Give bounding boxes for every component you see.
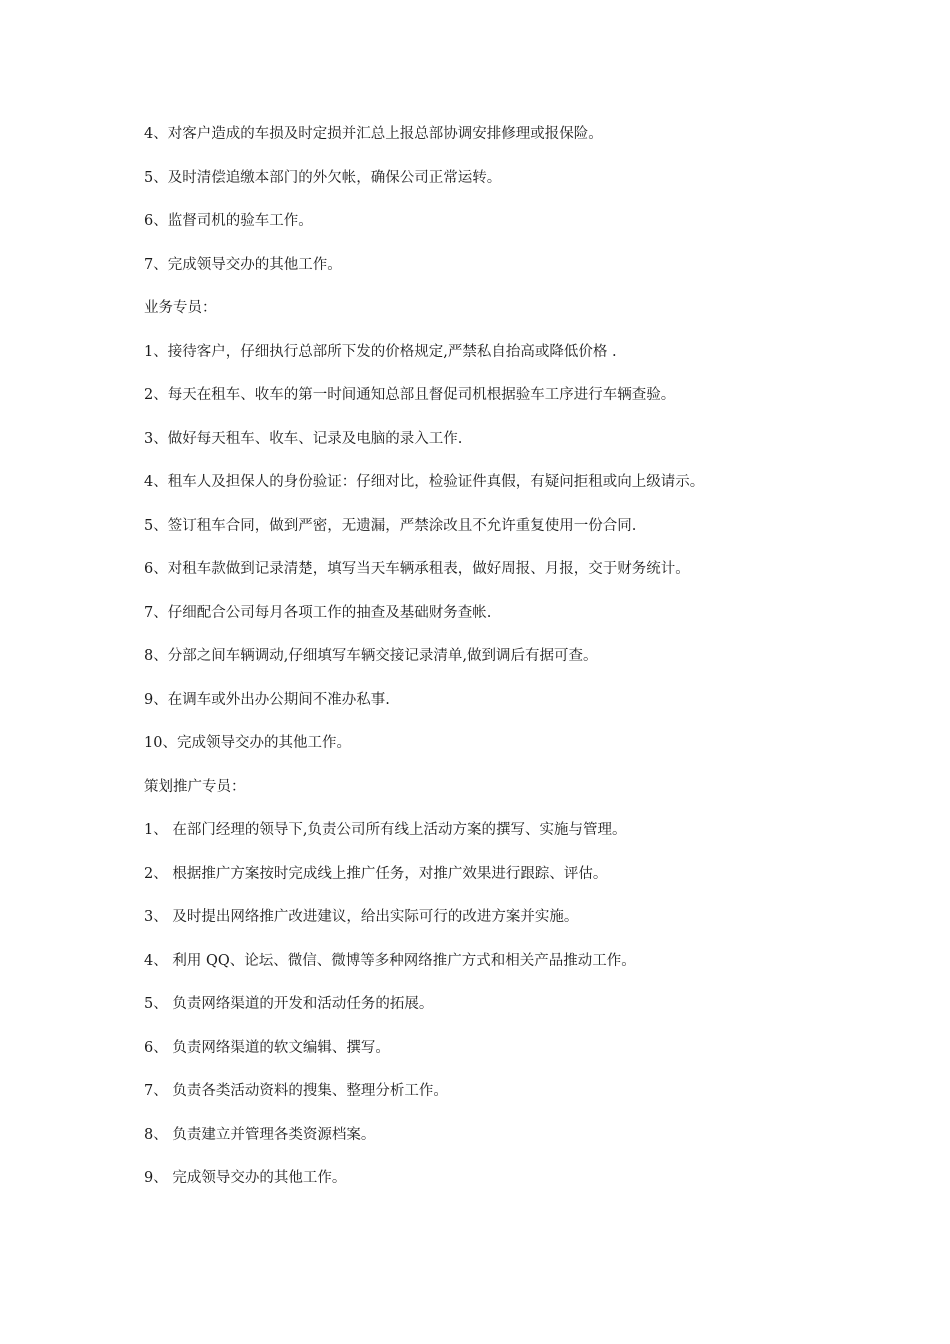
document-body: [144, 124, 844, 1212]
list-item: 1、接待客户，仔细执行总部所下发的价格规定,严禁私自抬高或降低价格 .: [144, 343, 617, 360]
list-item: 9、 完成领导交办的其他工作。: [144, 1170, 347, 1186]
list-item: 8、分部之间车辆调动,仔细填写车辆交接记录清单,做到调后有据可查。: [144, 648, 598, 664]
list-item: 2、 根据推广方案按时完成线上推广任务，对推广效果进行跟踪、评估。: [144, 865, 608, 882]
list-item: 6、 负责网络渠道的软文编辑、撰写。: [144, 1039, 390, 1056]
list-item: 3、 及时提出网络推广改进建议，给出实际可行的改进方案并实施。: [144, 909, 579, 925]
list-item: 4、租车人及担保人的身份验证：仔细对比，检验证件真假，有疑问拒租或向上级请示。: [144, 474, 705, 490]
list-item: 6、对租车款做到记录清楚，填写当天车辆承租表，做好周报、月报，交于财务统计。: [144, 561, 690, 577]
list-item: 7、完成领导交办的其他工作。: [144, 256, 342, 273]
list-item: 2、每天在租车、收车的第一时间通知总部且督促司机根据验车工序进行车辆查验。: [144, 387, 676, 403]
list-item: 1、 在部门经理的领导下,负责公司所有线上活动方案的撰写、实施与管理。: [144, 822, 627, 838]
list-item: 10、完成领导交办的其他工作。: [144, 735, 351, 751]
list-item: 5、 负责网络渠道的开发和活动任务的拓展。: [144, 996, 434, 1012]
list-item: 3、做好每天租车、收车、记录及电脑的录入工作.: [144, 430, 463, 447]
list-item: 7、仔细配合公司每月各项工作的抽查及基础财务查帐.: [144, 604, 492, 621]
list-item: 7、 负责各类活动资料的搜集、整理分析工作。: [144, 1083, 448, 1099]
list-item: 5、签订租车合同，做到严密，无遗漏，严禁涂改且不允许重复使用一份合同.: [144, 517, 637, 534]
list-item: 4、 利用 QQ、论坛、微信、微博等多种网络推广方式和相关产品推动工作。: [144, 952, 636, 969]
list-item: 4、对客户造成的车损及时定损并汇总上报总部协调安排修理或报保险。: [144, 126, 603, 142]
list-item: 9、在调车或外出办公期间不准办私事.: [144, 691, 390, 708]
section-heading-promotion: 策划推广专员：: [144, 778, 246, 795]
section-heading-business: 业务专员：: [144, 300, 217, 316]
list-item: 5、及时清偿追缴本部门的外欠帐，确保公司正常运转。: [144, 169, 502, 186]
list-item: 6、监督司机的验车工作。: [144, 213, 313, 229]
list-item: 8、 负责建立并管理各类资源档案。: [144, 1126, 376, 1143]
